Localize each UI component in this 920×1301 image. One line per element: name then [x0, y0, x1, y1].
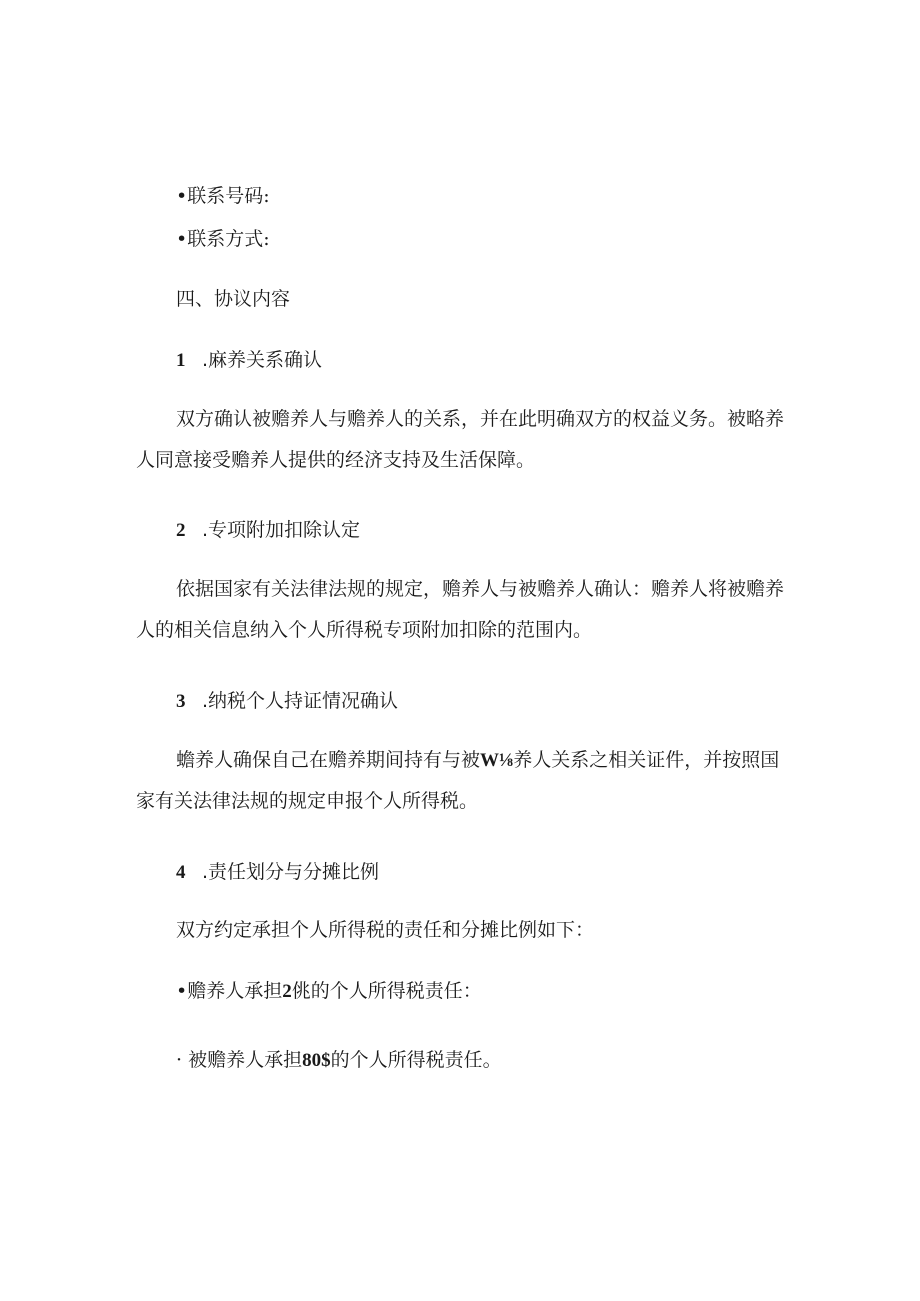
item-number: 2 [176, 520, 186, 541]
item-body-2: 依据国家有关法律法规的规定，赡养人与被赡养人确认：赡养人将被赡养人的相关信息纳入个人所得税专项附加扣除的范围内。 [136, 578, 785, 641]
item-title: .麻养关系确认 [202, 349, 323, 371]
item-number: 4 [176, 862, 186, 883]
bullet-supported-share [176, 1048, 502, 1073]
item-heading-4 [176, 860, 379, 885]
section-title: 四、协议内容 [176, 288, 291, 310]
item-heading-2 [176, 518, 360, 543]
bullet-text: 的个人所得税责任。 [330, 1049, 502, 1071]
bullet-text: · 被赡养人承担 [176, 1049, 303, 1071]
contact-method-label: •联系方式: [176, 228, 270, 250]
contact-phone-label: •联系号码: [176, 185, 270, 207]
item-title: .责任划分与分摊比例 [202, 861, 380, 883]
item-heading-1 [176, 348, 322, 373]
body-garbled-text: W⅛ [480, 750, 514, 771]
item-heading-3 [176, 689, 398, 714]
bullet-value: 2 [282, 981, 292, 1002]
item-body-3 [136, 740, 786, 822]
item-number: 1 [176, 350, 186, 371]
body-text: 蟾养人确保自己在赡养期间持有与被 [176, 749, 481, 771]
item-intro-4: 双方约定承担个人所得税的责任和分摊比例如下： [176, 919, 595, 941]
item-body-1: 双方确认被赡养人与赡养人的关系，并在此明确双方的权益义务。被略养人同意接受赡养人提供的经济支持及生活保障。 [136, 408, 785, 471]
item-title: .纳税个人持证情况确认 [202, 690, 399, 712]
bullet-supporter-share [176, 979, 482, 1004]
item-number: 3 [176, 691, 186, 712]
bullet-value: 80$ [302, 1050, 331, 1071]
body-text: 养人关系之相关证件，并按照国家有关法律法规的规定申报个人所得税。 [136, 749, 780, 812]
bullet-text: •赡养人承担 [176, 980, 283, 1002]
bullet-text: 佻的个人所得税责任： [291, 980, 482, 1002]
item-title: .专项附加扣除认定 [202, 519, 361, 541]
